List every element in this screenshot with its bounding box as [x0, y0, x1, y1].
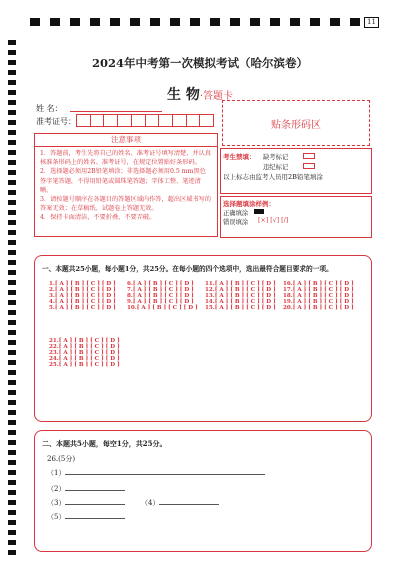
note-item: 2．选择题必须用2B铅笔填涂；非选择题必须用0.5 mm黑色签字笔答题，不得用铅笔或圆珠笔答题；字体工整、笔迹清晰。	[40, 168, 206, 194]
question-23[interactable]: 23.[ A ] [ B ] [ C ] [ D ]	[49, 350, 120, 356]
blank-5[interactable]	[65, 510, 125, 519]
timing-marks-left	[8, 40, 16, 560]
wrong-fill-samples: [×] [√] [/]	[258, 217, 289, 224]
question-3[interactable]: 3.[ A ] [ B ] [ C ] [ D ]	[49, 293, 116, 299]
question-22[interactable]: 22.[ A ] [ B ] [ C ] [ D ]	[49, 344, 120, 350]
section-fill-title: 二、本题共5小题，每空1分，共25分。	[42, 439, 167, 448]
question-7[interactable]: 7.[ A ] [ B ] [ C ] [ D ]	[127, 287, 194, 293]
question-13[interactable]: 13.[ A ] [ B ] [ C ] [ D ]	[205, 293, 276, 299]
fill-example-title: 选择题填涂样例：	[223, 200, 275, 208]
absent-mark-box[interactable]	[303, 153, 315, 159]
blank-row-2: （2）	[47, 482, 125, 494]
forbidden-note: 以上标志由监考人员用2B铅笔填涂	[223, 173, 323, 181]
id-label: 准考证号：	[36, 117, 76, 126]
question-15[interactable]: 15.[ A ] [ B ] [ C ] [ D ]	[205, 305, 276, 311]
section-fill	[34, 430, 372, 552]
notes-box	[34, 133, 218, 237]
card-label: ·答题卡	[199, 91, 234, 102]
blank-4[interactable]	[159, 496, 219, 505]
question-18[interactable]: 18.[ A ] [ B ] [ C ] [ D ]	[283, 293, 354, 299]
id-boxes[interactable]	[76, 114, 214, 127]
blank-row-1: （1）	[47, 466, 265, 478]
barcode-area	[222, 100, 370, 146]
question-25[interactable]: 25.[ A ] [ B ] [ C ] [ D ]	[49, 362, 120, 368]
forbidden-label: 考生禁填：	[223, 153, 256, 161]
name-label: 姓 名：	[36, 104, 63, 113]
question-17[interactable]: 17.[ A ] [ B ] [ C ] [ D ]	[283, 287, 354, 293]
question-16[interactable]: 16.[ A ] [ B ] [ C ] [ D ]	[283, 281, 354, 287]
blank-2[interactable]	[65, 482, 125, 491]
timing-marks-top	[30, 18, 378, 26]
correct-fill-label: 正确填涂	[223, 210, 249, 217]
question-1[interactable]: 1.[ A ] [ B ] [ C ] [ D ]	[49, 281, 116, 287]
question-4[interactable]: 4.[ A ] [ B ] [ C ] [ D ]	[49, 299, 116, 305]
correct-fill-sample	[254, 209, 264, 214]
question-19[interactable]: 19.[ A ] [ B ] [ C ] [ D ]	[283, 299, 354, 305]
notes-heading: 注意事项	[35, 134, 217, 147]
question-21[interactable]: 21.[ A ] [ B ] [ C ] [ D ]	[49, 338, 120, 344]
wrong-fill-label: 错误填涂	[223, 219, 249, 226]
question-6[interactable]: 6.[ A ] [ B ] [ C ] [ D ]	[127, 281, 194, 287]
note-item: 3．请按题号顺序在各题目的答题区域内作答，超出区域书写的答案无效；在草稿纸、试题卷上答题无效。	[40, 196, 211, 213]
question-14[interactable]: 14.[ A ] [ B ] [ C ] [ D ]	[205, 299, 276, 305]
blank-row-4: （4）	[141, 496, 219, 508]
fill-example-box	[220, 196, 372, 238]
absent-label: 缺考标记	[263, 154, 289, 161]
blank-row-5: （5）	[47, 510, 125, 522]
violation-mark-box[interactable]	[303, 163, 315, 169]
question-26-label: 26.(5分)	[47, 455, 76, 463]
barcode-label: 贴条形码区	[271, 119, 321, 131]
forbidden-box	[220, 148, 372, 194]
exam-title: 2024年中考第一次模拟考试（哈尔滨卷）	[91, 56, 308, 70]
blank-3[interactable]	[65, 496, 125, 505]
page-number: 11	[364, 17, 379, 28]
question-12[interactable]: 12.[ A ] [ B ] [ C ] [ D ]	[205, 287, 276, 293]
section-choice	[34, 255, 372, 422]
violation-label: 违纪标记	[263, 164, 289, 171]
blank-row-3: （3）	[47, 496, 125, 508]
note-item: 1．答题前，考生先将自己的姓名、准考证号填写清楚，并认真核准条形码上的姓名、准考证号，在规定位置贴好条形码。	[40, 150, 211, 167]
question-5[interactable]: 5.[ A ] [ B ] [ C ] [ D ]	[49, 305, 116, 311]
question-10[interactable]: 10.[ A ] [ B ] [ C ] [ D ]	[127, 305, 198, 311]
blank-1[interactable]	[65, 466, 265, 475]
question-8[interactable]: 8.[ A ] [ B ] [ C ] [ D ]	[127, 293, 194, 299]
subject-name: 生 物	[166, 87, 200, 103]
question-24[interactable]: 24.[ A ] [ B ] [ C ] [ D ]	[49, 356, 120, 362]
section-choice-title: 一、本题共25小题，每小题1分，共25分。在每小题的四个选项中，选出最符合题目要求的一项。	[42, 265, 333, 273]
question-20[interactable]: 20.[ A ] [ B ] [ C ] [ D ]	[283, 305, 354, 311]
question-11[interactable]: 11.[ A ] [ B ] [ C ] [ D ]	[205, 281, 276, 287]
question-9[interactable]: 9.[ A ] [ B ] [ C ] [ D ]	[127, 299, 194, 305]
note-item: 4．保持卡面清洁，不要折叠、不要弄破。	[40, 214, 156, 222]
name-field[interactable]	[70, 111, 162, 112]
question-2[interactable]: 2.[ A ] [ B ] [ C ] [ D ]	[49, 287, 116, 293]
